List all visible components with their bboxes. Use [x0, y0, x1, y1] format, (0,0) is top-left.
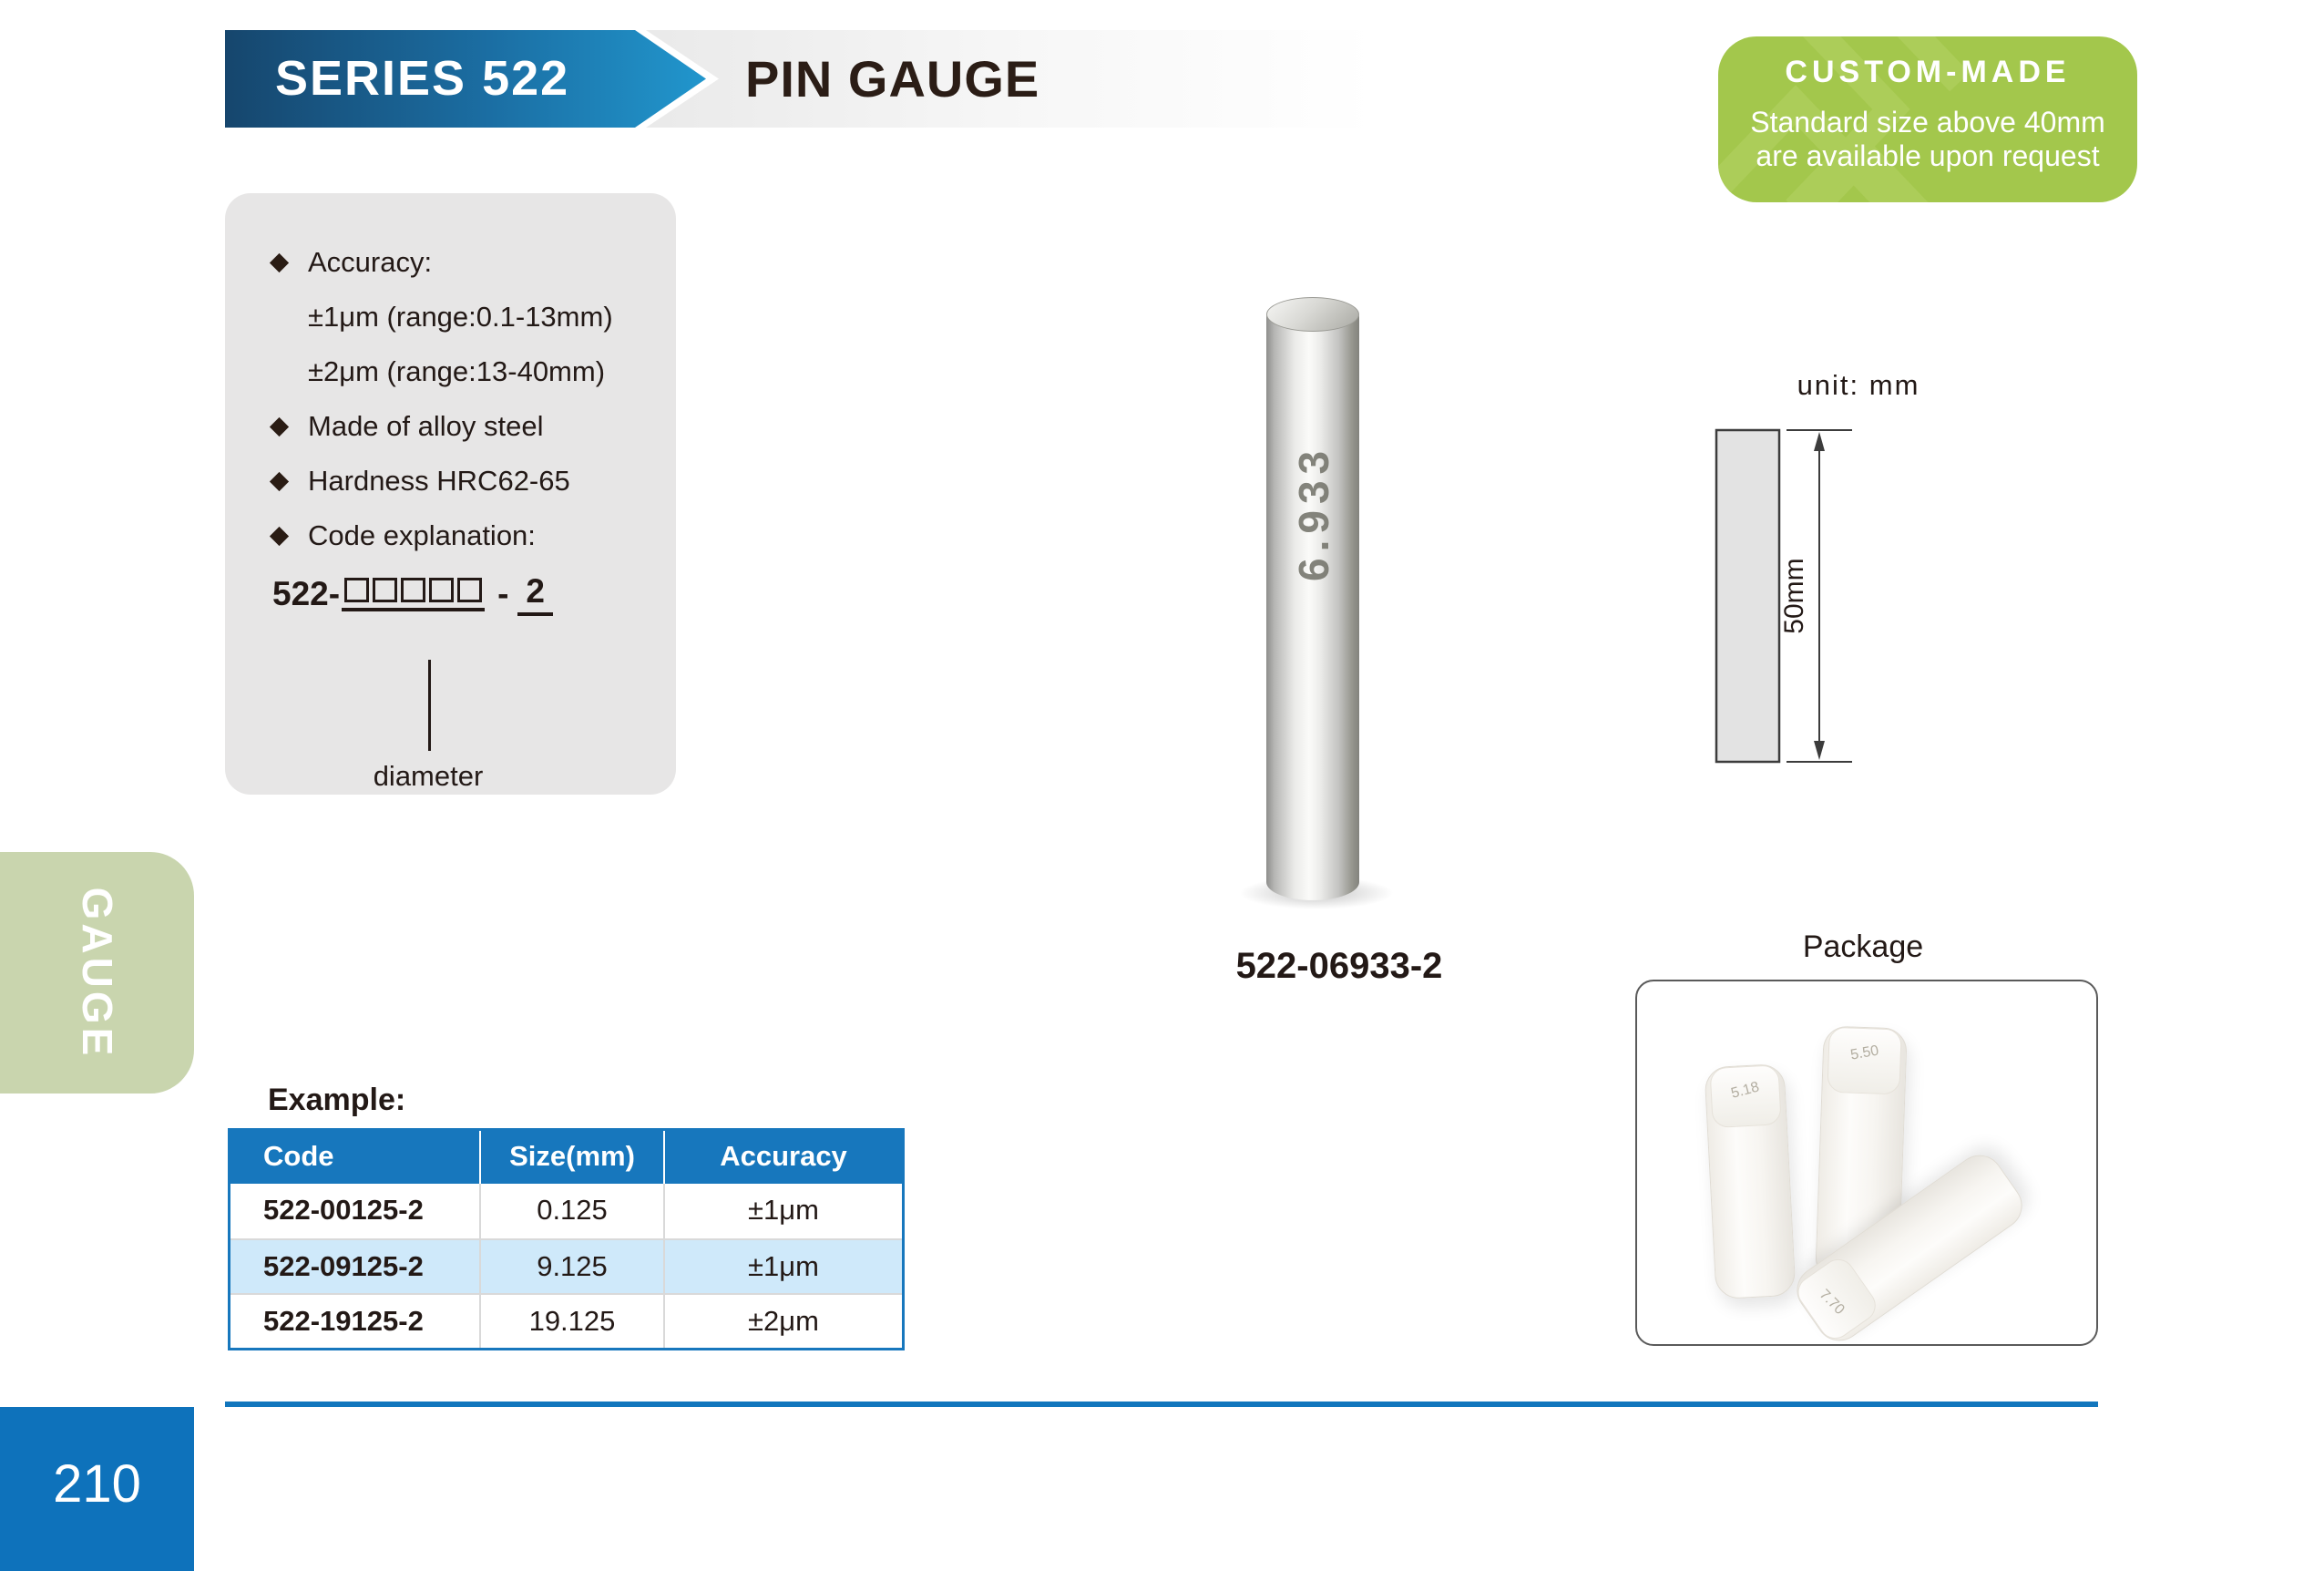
code-suffix-digit: 2: [517, 572, 553, 616]
column-header-size: Size(mm): [479, 1131, 663, 1184]
page-number: 210: [53, 1454, 141, 1514]
cell-accuracy: ±2μm: [663, 1293, 902, 1348]
code-pattern: [272, 570, 676, 618]
code-prefix: 522-: [272, 575, 341, 612]
accuracy-range2-text: ±2μm (range:13-40mm): [308, 355, 606, 387]
code-explanation-label: Code explanation:: [308, 519, 536, 551]
table-row: [230, 1238, 902, 1293]
package-tube-1: [1704, 1063, 1796, 1299]
column-header-code: Code: [263, 1140, 334, 1172]
diamond-bullet-icon: [270, 416, 289, 436]
code-digit-boxes: [342, 578, 485, 611]
footer-divider-line: [225, 1402, 2098, 1407]
code-digit-box: [344, 578, 369, 602]
cell-code: 522-09125-2: [230, 1238, 479, 1293]
code-digit-box: [457, 578, 482, 602]
pin-gauge-photo: [1266, 299, 1359, 900]
section-tab-label: GAUGE: [73, 887, 121, 1059]
code-dash: -: [497, 575, 509, 612]
cell-accuracy: ±1μm: [663, 1184, 902, 1238]
cell-size: 19.125: [479, 1293, 663, 1348]
arrow-down-icon: [1814, 741, 1825, 760]
table-row: [230, 1184, 902, 1238]
package-tube-3-label: 7.70: [1817, 1286, 1848, 1318]
badge-subtext-line2: are available upon request: [1756, 139, 2100, 172]
column-header-accuracy: Accuracy: [663, 1131, 902, 1184]
features-panel: [225, 193, 676, 795]
feature-code-explanation: [225, 508, 676, 563]
feature-accuracy: [225, 235, 676, 290]
package-photo-box: [1635, 980, 2098, 1346]
code-digit-box: [429, 578, 454, 602]
unit-label: unit: mm: [1797, 369, 1920, 401]
badge-subtext-line1: Standard size above 40mm: [1750, 106, 2105, 139]
feature-accuracy-range1: [225, 290, 676, 344]
diamond-bullet-icon: [270, 252, 289, 272]
arrow-up-icon: [1814, 432, 1825, 451]
package-title: Package: [1802, 929, 1924, 964]
accuracy-range1-text: ±1μm (range:0.1-13mm): [308, 301, 613, 333]
cell-size: 9.125: [479, 1238, 663, 1293]
gauge-outline-rect: [1716, 430, 1779, 762]
feature-accuracy-label: Accuracy:: [308, 246, 433, 278]
package-tube-2-label: 5.50: [1848, 1042, 1880, 1064]
pin-engraving-text: 6.933: [1290, 444, 1337, 581]
badge-title: CUSTOM-MADE: [1785, 55, 2071, 89]
cell-code: 522-00125-2: [263, 1194, 424, 1226]
page-title: PIN GAUGE: [745, 50, 1040, 108]
product-code-caption: 522-06933-2: [1235, 946, 1443, 986]
diameter-label: diameter: [373, 760, 484, 792]
example-label: Example:: [268, 1083, 406, 1117]
dimension-diagram: [1708, 424, 1890, 779]
feature-hardness: [225, 454, 676, 508]
page-number-box: [0, 1407, 194, 1571]
diamond-bullet-icon: [270, 471, 289, 490]
code-digit-box: [373, 578, 397, 602]
cell-code: 522-19125-2: [230, 1293, 479, 1348]
custom-made-badge: [1718, 36, 2137, 202]
table-header-row: [230, 1131, 902, 1184]
feature-accuracy-range2: [225, 344, 676, 399]
feature-material: [225, 399, 676, 454]
series-label: SERIES 522: [275, 51, 570, 106]
diamond-bullet-icon: [270, 526, 289, 545]
example-table: [228, 1128, 905, 1350]
code-digit-box: [401, 578, 425, 602]
material-text: Made of alloy steel: [308, 410, 544, 442]
dimension-value-label: 50mm: [1779, 558, 1809, 634]
cell-accuracy: ±1μm: [663, 1238, 902, 1293]
diameter-connector-line: [428, 660, 431, 751]
section-tab-gauge: [0, 852, 194, 1094]
hardness-text: Hardness HRC62-65: [308, 465, 570, 497]
pin-gauge-top-cap: [1266, 297, 1359, 332]
cell-size: 0.125: [479, 1184, 663, 1238]
package-tube-1-label: 5.18: [1729, 1079, 1761, 1102]
table-row: [230, 1293, 902, 1348]
